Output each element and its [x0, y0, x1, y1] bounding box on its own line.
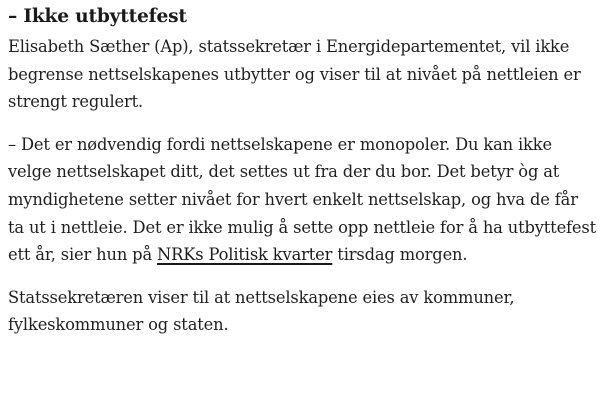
quote-text-before-link: – Det er nødvendig fordi nettselskapene er monopoler. Du kan ikke velge nettselskapet ditt, det settes ut fra der du bor. Det betyr òg at myndighetene setter nivået for hvert enkelt nettselskap, og hva de får ta ut i nettleie. Det er ikke mulig å sette opp nettleie for å ha utbyttefest ett år, sier hun på	[8, 134, 597, 265]
quote-text-after-link: tirsdag morgen.	[332, 245, 468, 265]
paragraph-quote	[8, 131, 598, 269]
section-heading: – Ikke utbyttefest	[8, 6, 187, 27]
nrk-politisk-kvarter-link[interactable]: NRKs Politisk kvarter	[157, 245, 333, 265]
paragraph-intro: Elisabeth Sæther (Ap), statssekretær i Energidepartementet, vil ikke begrense nettselskapenes utbytter og viser til at nivået på nettleien er strengt regulert.	[8, 37, 581, 112]
paragraph-ownership: Statssekretæren viser til at nettselskapene eies av kommuner, fylkeskommuner og staten.	[8, 287, 515, 335]
